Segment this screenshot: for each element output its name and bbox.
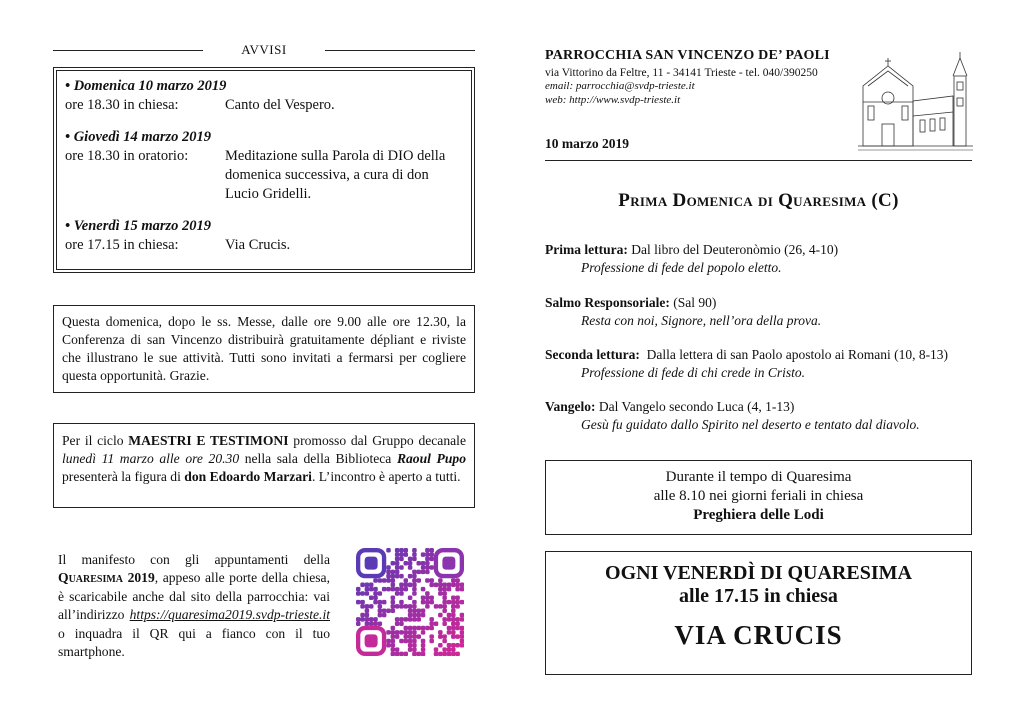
event-time: ore 17.15 in chiesa: (65, 237, 179, 253)
library-name: Raoul Pupo (396, 451, 466, 466)
text: promosso dal Gruppo decanale (288, 433, 466, 448)
reading-source: Dal libro del Deuteronòmio (26, 4-10) (627, 242, 839, 257)
event-date: • Venerdì 15 marzo 2019 (65, 218, 212, 234)
reading-label: Salmo Responsoriale: (545, 295, 670, 310)
text: o inquadra il QR qui a fianco con il tuo smartphone. (58, 625, 330, 660)
parish-email: email: parrocchia@svdp-trieste.it (545, 80, 695, 92)
parish-web: web: http://www.svdp-trieste.it (545, 94, 681, 106)
divider (325, 50, 475, 51)
parish-address: via Vittorino da Feltre, 11 - 34141 Trieste - tel. 040/390250 (545, 67, 818, 79)
reading-source: Dalla lettera di san Paolo apostolo ai Romani (10, 8-13) (639, 347, 949, 362)
qr-code-icon[interactable] (356, 548, 464, 656)
crucis-line: OGNI VENERDÌ DI QUARESIMA (605, 562, 912, 584)
event-date: • Domenica 10 marzo 2019 (65, 78, 227, 94)
reading-summary: Resta con noi, Signore, nell’ora della prova. (581, 312, 822, 328)
text: Il manifesto con gli appuntamenti della (58, 552, 330, 567)
avvisi-box (53, 67, 475, 273)
avvisi-title: AVVISI (241, 42, 287, 57)
parish-name: PARROCCHIA SAN VINCENZO DE’ PAOLI (545, 48, 830, 63)
event-datetime: lunedì 11 marzo alle ore 20.30 (62, 451, 240, 466)
maestri-notice (53, 423, 475, 508)
reading-summary: Professione di fede del popolo eletto. (581, 259, 782, 275)
divider (545, 160, 972, 161)
lodi-line: alle 8.10 nei giorni feriali in chiesa (653, 488, 864, 504)
liturgy-title: Prima Domenica di Quaresima (C) (618, 190, 899, 211)
cycle-name: MAESTRI E TESTIMONI (128, 433, 289, 448)
reading-summary: Professione di fede di chi crede in Cristo. (581, 364, 805, 380)
crucis-title: VIA CRUCIS (674, 620, 843, 650)
lodi-line: Durante il tempo di Quaresima (665, 469, 852, 485)
event-desc: Canto del Vespero. (225, 97, 335, 113)
event-friday (65, 217, 463, 255)
lodi-title: Preghiera delle Lodi (693, 507, 824, 523)
text: nella sala della Biblioteca (239, 451, 397, 466)
reading-label: Seconda lettura: (545, 347, 640, 362)
quaresima-label: Quaresima 2019 (58, 570, 155, 586)
quaresima-link[interactable]: https://quaresima2019.svdp-trieste.it (129, 607, 330, 623)
text: presenterà la figura di (62, 469, 185, 484)
parish-header (545, 48, 855, 107)
bulletin-date: 10 marzo 2019 (545, 136, 629, 151)
reading-second (545, 346, 972, 381)
event-date: • Giovedì 14 marzo 2019 (65, 129, 212, 145)
text: , appeso alle porte della chiesa, è scaricabile anche dal sito della parrocchia: vai all’indirizzo (58, 570, 330, 623)
lodi-notice (545, 460, 972, 535)
reading-first (545, 241, 972, 276)
text: Per il ciclo (62, 433, 129, 448)
event-desc: Via Crucis. (225, 237, 291, 253)
event-sunday (65, 77, 463, 115)
event-time: ore 18.30 in oratorio: (65, 148, 189, 164)
avvisi-header (53, 40, 475, 60)
reading-gospel (545, 398, 972, 433)
conferenza-notice: Questa domenica, dopo le ss. Messe, dalle ore 9.00 alle ore 12.30, la Conferenza di san Vincenzo distribuirà gratuitamente dépliant e riviste che illustrano le sue attività. Tutti sono invitati a fermarsi per cogliere questa opportunità. Grazie. (53, 305, 475, 393)
event-time: ore 18.30 in chiesa: (65, 97, 179, 113)
reading-source: (Sal 90) (669, 295, 717, 310)
speaker-subject: don Edoardo Marzari (184, 469, 312, 484)
event-desc: Meditazione sulla Parola di DIO della domenica successiva, a cura di don Lucio Gridelli. (225, 148, 446, 202)
crucis-line: alle 17.15 in chiesa (679, 585, 838, 607)
via-crucis-notice (545, 551, 972, 675)
reading-psalm (545, 294, 972, 329)
reading-source: Dal Vangelo secondo Luca (4, 1-13) (595, 399, 795, 414)
reading-label: Vangelo: (545, 399, 596, 414)
reading-summary: Gesù fu guidato dallo Spirito nel deserto e tentato dal diavolo. (581, 416, 920, 432)
text: . L’incontro è aperto a tutti. (311, 469, 461, 484)
reading-label: Prima lettura: (545, 242, 628, 257)
manifesto-notice (58, 551, 330, 661)
event-thursday (65, 128, 463, 204)
church-illustration-icon (858, 46, 973, 158)
